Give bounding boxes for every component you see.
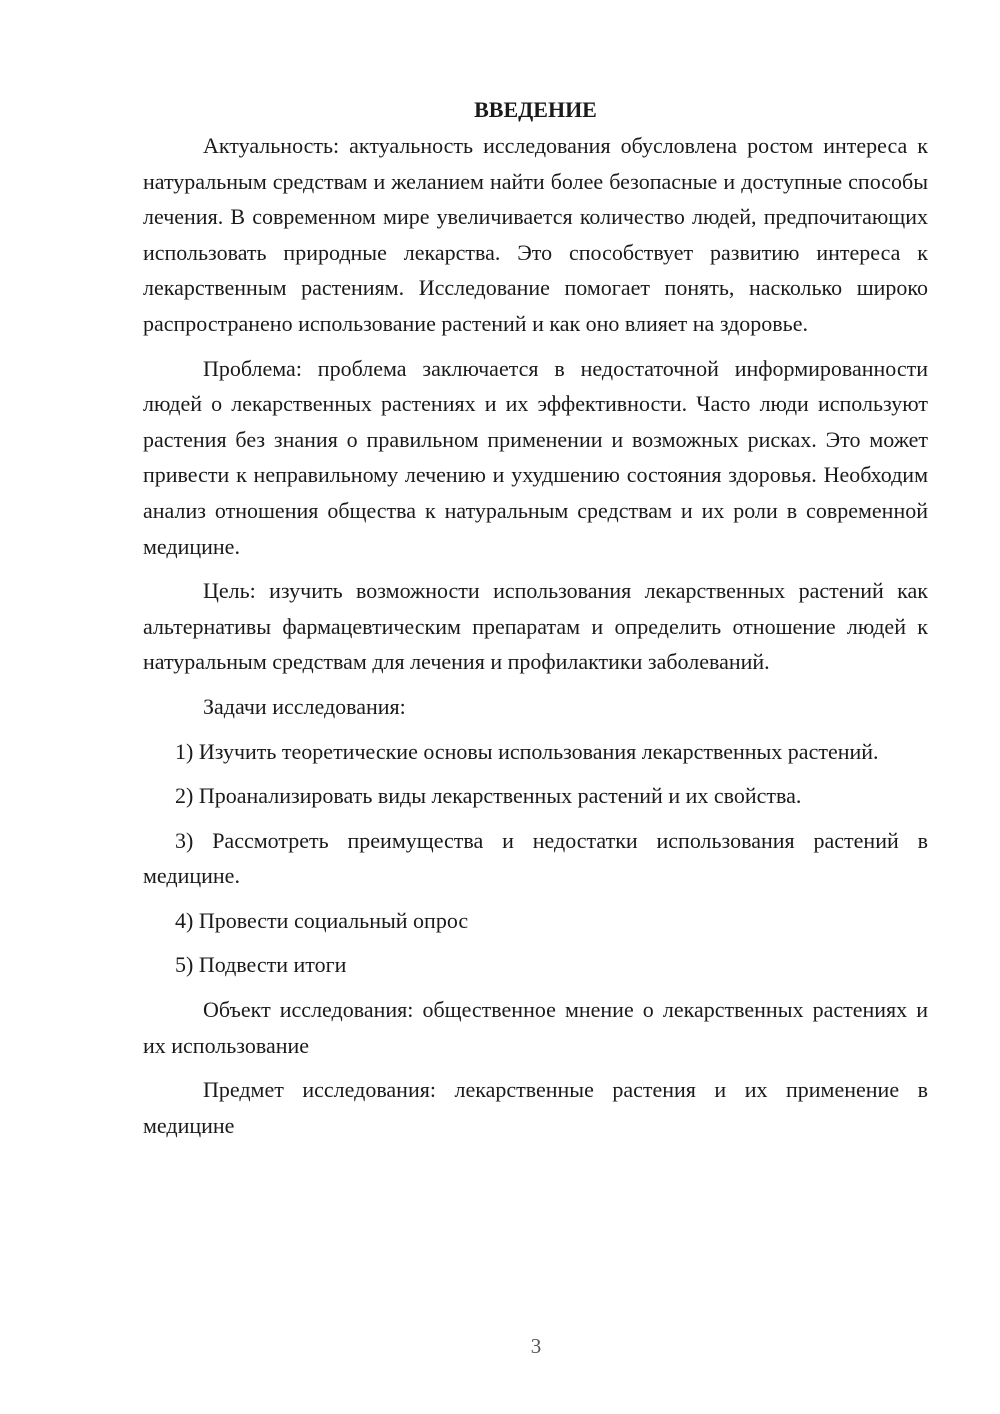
- paragraph-object: Объект исследования: общественное мнение о лекарственных растениях и их использование: [143, 997, 928, 1058]
- paragraph-relevance: Актуальность: актуальность исследования обусловлена ростом интереса к натуральным средствам и желанием найти более безопасные и доступные способы лечения. В современном мире увеличивается количество людей, предпочитающих использовать природные лекарства. Это способствует развитию интереса к лекарственным растениям. Исследование помогает понять, насколько широко распространено использование растений и как оно влияет на здоровье.: [143, 133, 928, 336]
- document-page: [143, 94, 928, 1143]
- task-item-1: 1) Изучить теоретические основы использования лекарственных растений.: [175, 738, 879, 764]
- task-item-4: 4) Провести социальный опрос: [175, 907, 469, 933]
- paragraph-goal: Цель: изучить возможности использования лекарственных растений как альтернативы фармацевтическим препаратам и определить отношение людей к натуральным средствам для лечения и профилактики заболеваний.: [143, 578, 928, 675]
- task-item-2: 2) Проанализировать виды лекарственных растений и их свойства.: [175, 783, 802, 809]
- section-title: ВВЕДЕНИЕ: [474, 97, 597, 122]
- task-item-5: 5) Подвести итоги: [175, 952, 347, 978]
- paragraph-problem: Проблема: проблема заключается в недостаточной информированности людей о лекарственных растениях и их эффективности. Часто люди используют растения без знания о правильном применении и возможных рисках. Это может привести к неправильному лечению и ухудшению состояния здоровья. Необходим анализ отношения общества к натуральным средствам и их роли в современной медицине.: [143, 355, 928, 559]
- paragraph-subject: Предмет исследования: лекарственные растения и их применение в медицине: [143, 1077, 928, 1138]
- tasks-heading: Задачи исследования:: [203, 693, 406, 719]
- task-item-3: 3) Рассмотреть преимущества и недостатки использования растений в медицине.: [143, 827, 928, 889]
- page-number: 3: [530, 1334, 542, 1358]
